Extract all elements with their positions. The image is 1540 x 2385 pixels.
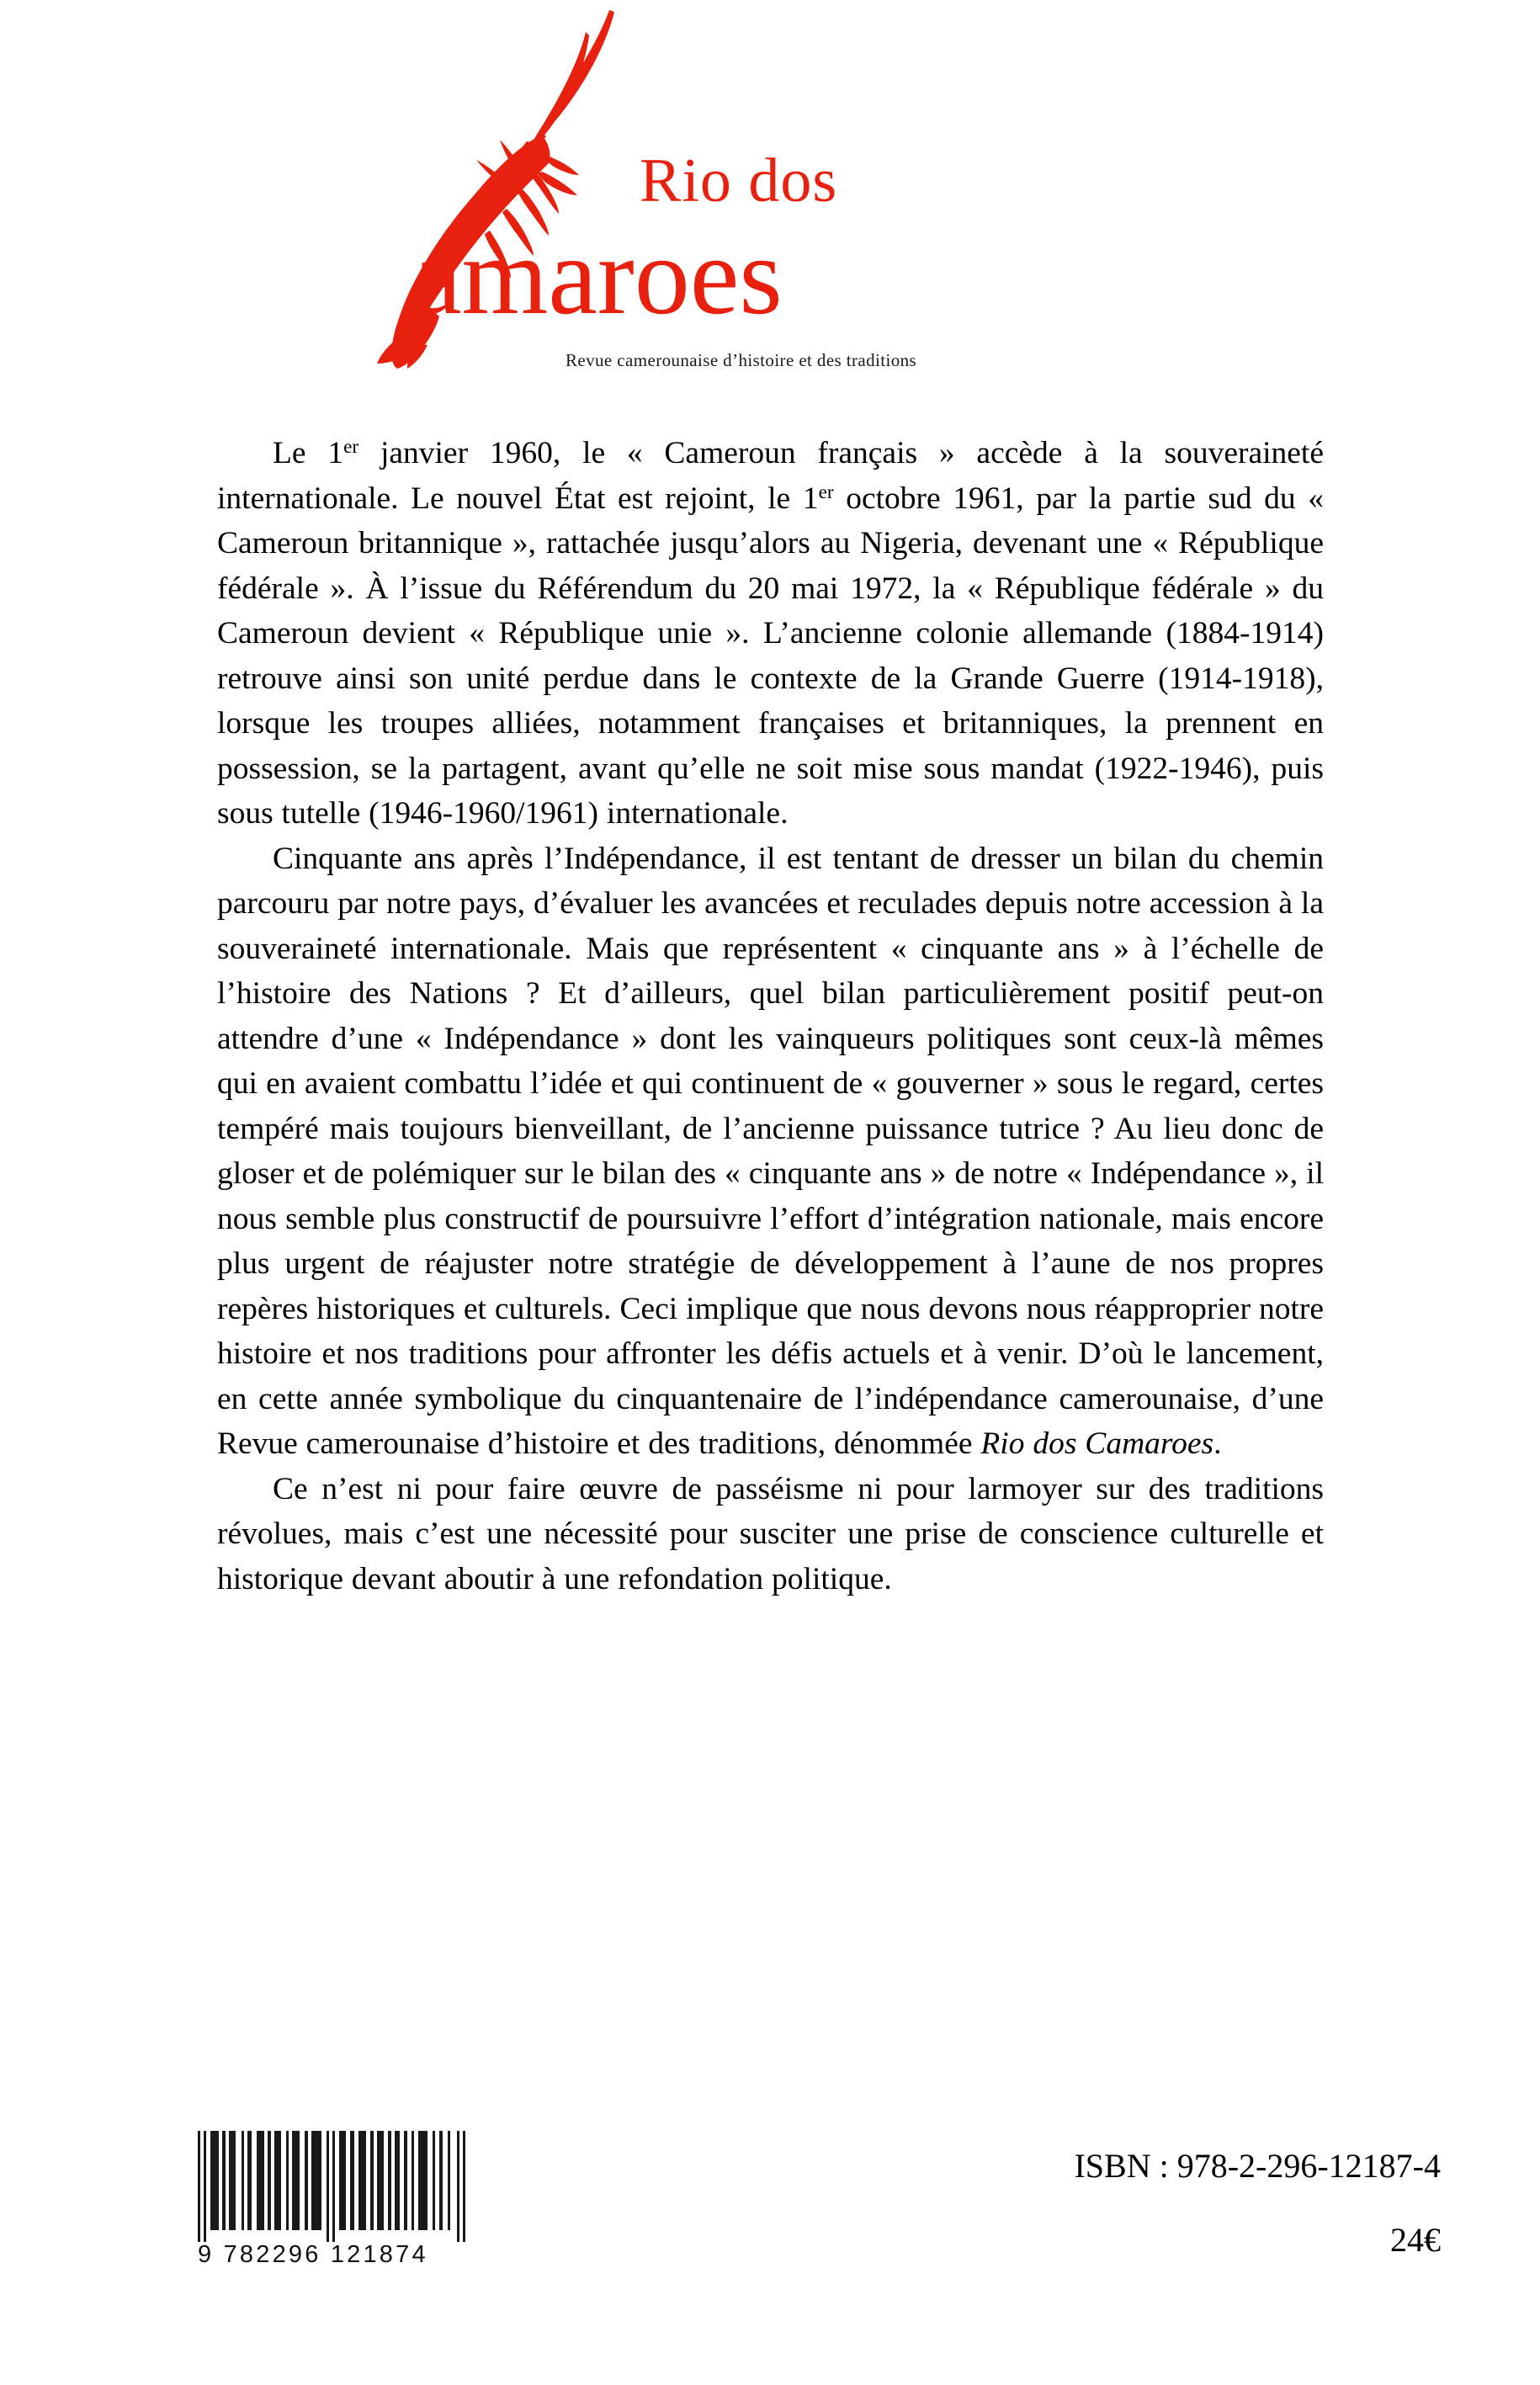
back-cover-blurb [217, 431, 1324, 1602]
barcode-digits: 9 782296 121874 [198, 2241, 428, 2268]
masthead [0, 0, 1540, 396]
journal-subtitle: Revue camerounaise d’histoire et des traditions [566, 350, 917, 370]
p1-sup1: er [343, 435, 359, 458]
barcode-block [196, 2131, 499, 2269]
journal-title-line2: amaroes [412, 214, 783, 337]
barcode-icon [196, 2131, 482, 2242]
blurb-paragraph-1 [217, 431, 1324, 837]
p2-text: Cinquante ans après l’Indépendance, il est tentant de dresser un bilan du chemin parcouru par notre pays, d’évaluer les avancées et reculades depuis notre accession à la souveraineté internationale. Mais que représentent « cinquante ans » à l’échelle de l’histoire des Nations ? Et d’ailleurs, quel bilan particulièrement positif peut-on attendre d’une « Indépendance » dont les vainqueurs politiques sont ceux-là mêmes qui en avaient combattu l’idée et qui continuent de « gouverner » sous le regard, certes tempéré mais toujours bienveillant, de l’ancienne puissance tutrice ? Au lieu donc de gloser et de polémiquer sur le bilan des « cinquante ans » de notre « Indépendance », il nous semble plus constructif de poursuivre l’effort d’intégration nationale, mais encore plus urgent de réajuster notre stratégie de développement à l’aune de nos propres repères historiques et culturels. Ceci implique que nous devons nous réapproprier notre histoire et nos traditions pour affronter les défis actuels et à venir. D’où le lancement, en cette année symbolique du cinquantenaire de l’indépendance camerounaise, d’une Revue camerounaise d’histoire et des traditions, dénommée [217, 841, 1324, 1461]
p1-part1: Le 1 [273, 436, 344, 470]
p2-end: . [1213, 1426, 1222, 1461]
p2-journal-name: Rio dos Camaroes [980, 1426, 1214, 1461]
p1-part2: janvier 1960, le « Cameroun français » accède à la souveraineté internationale. Le nouvel État est rejoint, le 1 [217, 436, 1324, 516]
price: 24€ [1390, 2221, 1441, 2259]
p1-part3: octobre 1961, par la partie sud du « Cameroun britannique », rattachée jusqu’alors au Nigeria, devenant une « République fédérale ». À l’issue du Référendum du 20 mai 1972, la « République fédérale » du Cameroun devient « République unie ». L’ancienne colonie allemande (1884-1914) retrouve ainsi son unité perdue dans le contexte de la Grande Guerre (1914-1918), lorsque les troupes alliées, notamment françaises et britanniques, la prennent en possession, se la partagent, avant qu’elle ne soit mise sous mandat (1922-1946), puis sous tutelle (1946-1960/1961) internationale. [217, 481, 1324, 831]
p1-sup2: er [818, 481, 834, 503]
blurb-paragraph-2 [217, 837, 1324, 1467]
journal-title-line1: Rio dos [640, 146, 838, 215]
cover-footer [0, 2104, 1540, 2385]
blurb-paragraph-3: Ce n’est ni pour faire œuvre de passéisme ni pour larmoyer sur des traditions révolues, mais c’est une nécessité pour susciter une prise de conscience culturelle et historique devant aboutir à une refondation politique. [217, 1471, 1324, 1596]
isbn-price-block [1074, 2148, 1441, 2259]
isbn-number: ISBN : 978-2-296-12187-4 [1074, 2147, 1441, 2185]
